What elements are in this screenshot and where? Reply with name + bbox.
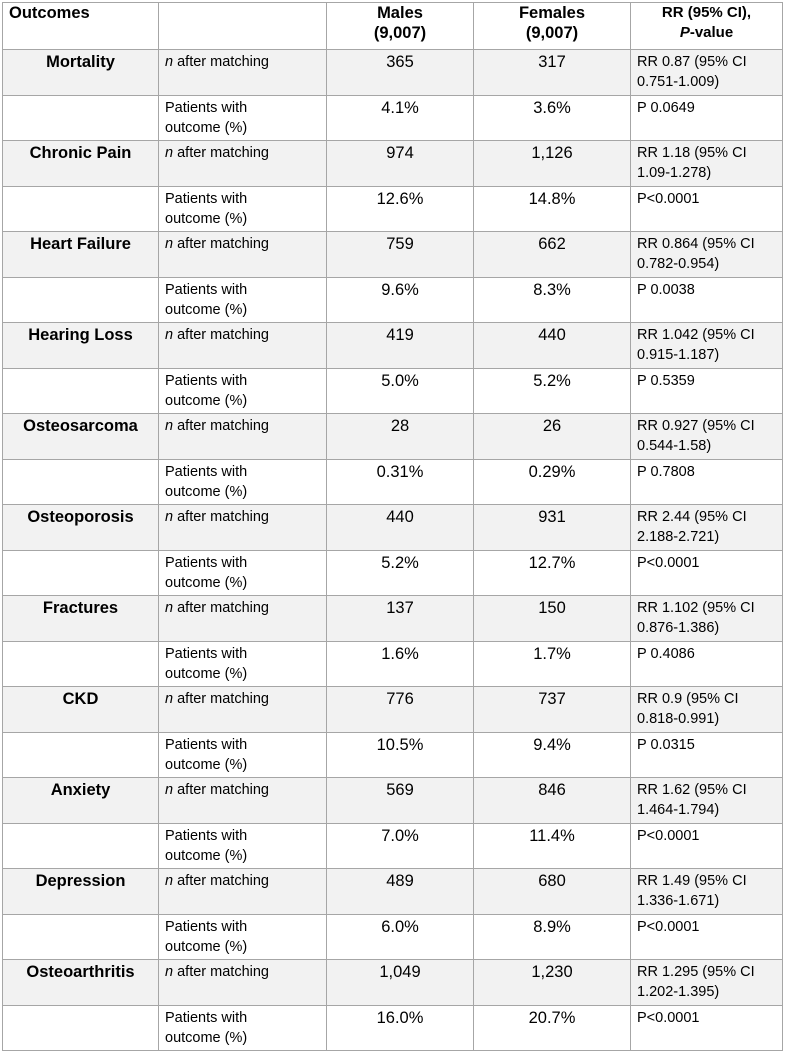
males-n-value: 137 — [327, 596, 474, 642]
metric-patients-with-outcome — [159, 551, 327, 596]
metric-n-rest: after matching — [173, 54, 269, 70]
metric-pct-line1: Patients with — [165, 100, 248, 116]
outcome-empty-cell — [3, 460, 159, 505]
table-row-patients-with-outcome — [3, 1006, 783, 1051]
metric-patients-with-outcome — [159, 642, 327, 687]
rr-ci-value — [631, 687, 783, 733]
metric-patients-with-outcome — [159, 824, 327, 869]
females-n-value: 150 — [474, 596, 631, 642]
metric-pct-line2: outcome (%) — [165, 120, 248, 136]
table-row-n-after-matching — [3, 232, 783, 278]
outcome-empty-cell — [3, 551, 159, 596]
table-row-patients-with-outcome — [3, 460, 783, 505]
metric-n-rest: after matching — [173, 691, 269, 707]
outcome-name: Osteosarcoma — [3, 414, 159, 460]
females-n-value: 1,230 — [474, 960, 631, 1006]
rr-ci-line1: RR 1.62 (95% CI — [637, 782, 747, 798]
table-row-patients-with-outcome — [3, 278, 783, 323]
table-row-n-after-matching — [3, 414, 783, 460]
table-row-patients-with-outcome — [3, 824, 783, 869]
metric-n-rest: after matching — [173, 145, 269, 161]
males-pct-value: 12.6% — [327, 187, 474, 232]
females-n-value: 317 — [474, 50, 631, 96]
metric-n-after-matching — [159, 960, 327, 1006]
table-row-n-after-matching — [3, 50, 783, 96]
rr-ci-value — [631, 505, 783, 551]
females-n-value: 662 — [474, 232, 631, 278]
males-n-value: 974 — [327, 141, 474, 187]
metric-n-italic: n — [165, 600, 174, 616]
metric-pct-line1: Patients with — [165, 828, 248, 844]
header-males-n: (9,007) — [373, 24, 427, 42]
rr-ci-value — [631, 232, 783, 278]
metric-n-rest: after matching — [173, 964, 269, 980]
metric-n-after-matching — [159, 869, 327, 915]
females-n-value: 440 — [474, 323, 631, 369]
females-pct-value: 20.7% — [474, 1006, 631, 1051]
metric-pct-line2: outcome (%) — [165, 484, 248, 500]
rr-ci-value — [631, 960, 783, 1006]
metric-pct-line1: Patients with — [165, 191, 248, 207]
table-body — [3, 50, 783, 1051]
metric-pct-line1: Patients with — [165, 737, 248, 753]
females-pct-value: 12.7% — [474, 551, 631, 596]
p-value: P<0.0001 — [631, 915, 783, 960]
metric-pct-line1: Patients with — [165, 919, 248, 935]
header-rr-line2 — [637, 23, 776, 43]
outcome-name: Hearing Loss — [3, 323, 159, 369]
p-value: P<0.0001 — [631, 187, 783, 232]
males-n-value: 28 — [327, 414, 474, 460]
metric-n-italic: n — [165, 964, 174, 980]
rr-ci-value — [631, 141, 783, 187]
males-pct-value: 7.0% — [327, 824, 474, 869]
header-outcomes: Outcomes — [3, 3, 159, 50]
p-value: P<0.0001 — [631, 1006, 783, 1051]
metric-n-italic: n — [165, 327, 174, 343]
outcome-name: Depression — [3, 869, 159, 915]
rr-ci-line2: 0.876-1.386) — [637, 620, 720, 636]
header-females-n: (9,007) — [525, 24, 579, 42]
table-header-row — [3, 3, 783, 50]
males-pct-value: 16.0% — [327, 1006, 474, 1051]
metric-n-italic: n — [165, 782, 174, 798]
males-pct-value: 9.6% — [327, 278, 474, 323]
rr-ci-value — [631, 869, 783, 915]
outcome-name: Osteoarthritis — [3, 960, 159, 1006]
metric-pct-line1: Patients with — [165, 373, 248, 389]
p-value: P 0.0315 — [631, 733, 783, 778]
metric-patients-with-outcome — [159, 278, 327, 323]
females-pct-value: 5.2% — [474, 369, 631, 414]
table-row-patients-with-outcome — [3, 551, 783, 596]
p-value: P<0.0001 — [631, 824, 783, 869]
header-rr-p: P — [679, 24, 690, 41]
metric-pct-line1: Patients with — [165, 646, 248, 662]
rr-ci-line2: 0.782-0.954) — [637, 256, 720, 272]
metric-n-rest: after matching — [173, 327, 269, 343]
females-n-value: 931 — [474, 505, 631, 551]
metric-pct-line2: outcome (%) — [165, 393, 248, 409]
rr-ci-line2: 0.544-1.58) — [637, 438, 712, 454]
males-n-value: 1,049 — [327, 960, 474, 1006]
outcome-empty-cell — [3, 642, 159, 687]
outcome-name: Mortality — [3, 50, 159, 96]
metric-n-after-matching — [159, 414, 327, 460]
metric-n-italic: n — [165, 691, 174, 707]
rr-ci-line2: 1.09-1.278) — [637, 165, 712, 181]
rr-ci-line1: RR 1.18 (95% CI — [637, 145, 747, 161]
metric-pct-line2: outcome (%) — [165, 848, 248, 864]
table-row-patients-with-outcome — [3, 733, 783, 778]
metric-n-rest: after matching — [173, 236, 269, 252]
p-value: P 0.0038 — [631, 278, 783, 323]
header-rr — [631, 3, 783, 50]
metric-n-italic: n — [165, 54, 174, 70]
p-value: P 0.4086 — [631, 642, 783, 687]
females-pct-value: 3.6% — [474, 96, 631, 141]
rr-ci-line1: RR 0.864 (95% CI — [637, 236, 755, 252]
outcome-empty-cell — [3, 369, 159, 414]
metric-pct-line1: Patients with — [165, 464, 248, 480]
metric-patients-with-outcome — [159, 1006, 327, 1051]
metric-pct-line2: outcome (%) — [165, 757, 248, 773]
table-row-n-after-matching — [3, 141, 783, 187]
rr-ci-line1: RR 0.87 (95% CI — [637, 54, 747, 70]
table-row-patients-with-outcome — [3, 642, 783, 687]
rr-ci-line2: 0.751-1.009) — [637, 74, 720, 90]
header-females — [474, 3, 631, 50]
females-pct-value: 11.4% — [474, 824, 631, 869]
rr-ci-line1: RR 0.9 (95% CI — [637, 691, 739, 707]
metric-n-after-matching — [159, 50, 327, 96]
metric-pct-line2: outcome (%) — [165, 211, 248, 227]
males-n-value: 440 — [327, 505, 474, 551]
metric-patients-with-outcome — [159, 460, 327, 505]
metric-n-after-matching — [159, 687, 327, 733]
outcome-empty-cell — [3, 278, 159, 323]
table-row-n-after-matching — [3, 323, 783, 369]
rr-ci-line1: RR 2.44 (95% CI — [637, 509, 747, 525]
table-row-n-after-matching — [3, 960, 783, 1006]
outcome-empty-cell — [3, 96, 159, 141]
metric-patients-with-outcome — [159, 187, 327, 232]
outcome-name: Chronic Pain — [3, 141, 159, 187]
males-n-value: 569 — [327, 778, 474, 824]
rr-ci-line1: RR 1.295 (95% CI — [637, 964, 755, 980]
rr-ci-line2: 1.202-1.395) — [637, 984, 720, 1000]
p-value: P 0.0649 — [631, 96, 783, 141]
males-n-value: 759 — [327, 232, 474, 278]
females-pct-value: 9.4% — [474, 733, 631, 778]
table-row-patients-with-outcome — [3, 369, 783, 414]
metric-patients-with-outcome — [159, 915, 327, 960]
outcome-empty-cell — [3, 1006, 159, 1051]
metric-pct-line2: outcome (%) — [165, 575, 248, 591]
header-metric — [159, 3, 327, 50]
rr-ci-value — [631, 50, 783, 96]
metric-n-rest: after matching — [173, 873, 269, 889]
males-n-value: 365 — [327, 50, 474, 96]
metric-pct-line1: Patients with — [165, 1010, 248, 1026]
metric-pct-line1: Patients with — [165, 555, 248, 571]
metric-n-italic: n — [165, 509, 174, 525]
outcome-name: Fractures — [3, 596, 159, 642]
males-pct-value: 1.6% — [327, 642, 474, 687]
metric-n-rest: after matching — [173, 509, 269, 525]
females-pct-value: 14.8% — [474, 187, 631, 232]
metric-n-rest: after matching — [173, 782, 269, 798]
outcome-empty-cell — [3, 915, 159, 960]
outcome-name: Osteoporosis — [3, 505, 159, 551]
metric-patients-with-outcome — [159, 96, 327, 141]
metric-n-rest: after matching — [173, 600, 269, 616]
metric-n-after-matching — [159, 323, 327, 369]
table-row-patients-with-outcome — [3, 915, 783, 960]
males-pct-value: 4.1% — [327, 96, 474, 141]
rr-ci-line1: RR 1.042 (95% CI — [637, 327, 755, 343]
table-row-n-after-matching — [3, 869, 783, 915]
rr-ci-line2: 0.915-1.187) — [637, 347, 720, 363]
header-females-label: Females — [518, 4, 586, 22]
females-n-value: 737 — [474, 687, 631, 733]
rr-ci-line1: RR 0.927 (95% CI — [637, 418, 755, 434]
table-row-patients-with-outcome — [3, 187, 783, 232]
rr-ci-line1: RR 1.102 (95% CI — [637, 600, 755, 616]
header-rr-suffix: -value — [689, 24, 734, 41]
males-n-value: 419 — [327, 323, 474, 369]
rr-ci-value — [631, 414, 783, 460]
metric-n-after-matching — [159, 141, 327, 187]
header-males-label: Males — [377, 4, 423, 22]
header-rr-line1: RR (95% CI), — [661, 4, 752, 21]
outcome-name: Heart Failure — [3, 232, 159, 278]
p-value: P 0.7808 — [631, 460, 783, 505]
metric-pct-line2: outcome (%) — [165, 666, 248, 682]
outcome-name: CKD — [3, 687, 159, 733]
metric-patients-with-outcome — [159, 733, 327, 778]
rr-ci-line2: 1.336-1.671) — [637, 893, 720, 909]
males-n-value: 776 — [327, 687, 474, 733]
males-pct-value: 0.31% — [327, 460, 474, 505]
table-row-n-after-matching — [3, 778, 783, 824]
females-pct-value: 8.9% — [474, 915, 631, 960]
males-pct-value: 5.0% — [327, 369, 474, 414]
metric-n-italic: n — [165, 145, 174, 161]
outcome-empty-cell — [3, 187, 159, 232]
rr-ci-value — [631, 596, 783, 642]
metric-n-italic: n — [165, 236, 174, 252]
females-n-value: 846 — [474, 778, 631, 824]
males-pct-value: 10.5% — [327, 733, 474, 778]
metric-pct-line2: outcome (%) — [165, 939, 248, 955]
rr-ci-value — [631, 323, 783, 369]
females-pct-value: 0.29% — [474, 460, 631, 505]
metric-n-after-matching — [159, 596, 327, 642]
table-row-n-after-matching — [3, 596, 783, 642]
metric-pct-line2: outcome (%) — [165, 1030, 248, 1046]
outcomes-table — [2, 2, 783, 1051]
metric-pct-line2: outcome (%) — [165, 302, 248, 318]
rr-ci-line2: 0.818-0.991) — [637, 711, 720, 727]
p-value: P 0.5359 — [631, 369, 783, 414]
females-pct-value: 8.3% — [474, 278, 631, 323]
metric-patients-with-outcome — [159, 369, 327, 414]
males-n-value: 489 — [327, 869, 474, 915]
header-males — [327, 3, 474, 50]
females-n-value: 26 — [474, 414, 631, 460]
outcome-name: Anxiety — [3, 778, 159, 824]
metric-n-after-matching — [159, 505, 327, 551]
metric-n-italic: n — [165, 418, 174, 434]
table-row-n-after-matching — [3, 505, 783, 551]
metric-n-after-matching — [159, 778, 327, 824]
outcome-empty-cell — [3, 824, 159, 869]
rr-ci-value — [631, 778, 783, 824]
males-pct-value: 6.0% — [327, 915, 474, 960]
p-value: P<0.0001 — [631, 551, 783, 596]
outcome-empty-cell — [3, 733, 159, 778]
females-n-value: 1,126 — [474, 141, 631, 187]
rr-ci-line1: RR 1.49 (95% CI — [637, 873, 747, 889]
metric-n-rest: after matching — [173, 418, 269, 434]
metric-pct-line1: Patients with — [165, 282, 248, 298]
rr-ci-line2: 1.464-1.794) — [637, 802, 720, 818]
females-n-value: 680 — [474, 869, 631, 915]
metric-n-after-matching — [159, 232, 327, 278]
males-pct-value: 5.2% — [327, 551, 474, 596]
females-pct-value: 1.7% — [474, 642, 631, 687]
table-row-n-after-matching — [3, 687, 783, 733]
table-row-patients-with-outcome — [3, 96, 783, 141]
metric-n-italic: n — [165, 873, 174, 889]
rr-ci-line2: 2.188-2.721) — [637, 529, 720, 545]
